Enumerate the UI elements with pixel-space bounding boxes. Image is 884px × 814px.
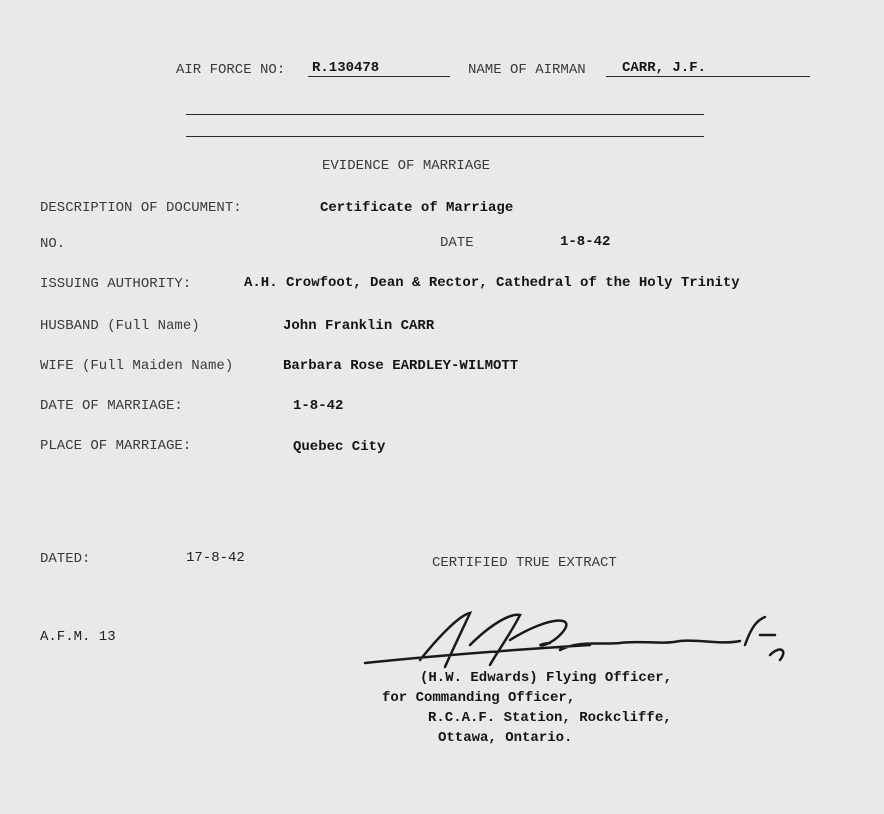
date-label: DATE <box>440 235 474 251</box>
marriage-date-label: DATE OF MARRIAGE: <box>40 398 183 414</box>
description-value: Certificate of Marriage <box>320 200 514 216</box>
issuing-authority-label: ISSUING AUTHORITY: <box>40 276 192 292</box>
description-label: DESCRIPTION OF DOCUMENT: <box>40 200 242 216</box>
city: Ottawa, Ontario. <box>438 730 573 746</box>
air-force-no-label: AIR FORCE NO: <box>176 62 286 78</box>
signer-name: (H.W. Edwards) Flying Officer, <box>420 670 673 686</box>
place-label: PLACE OF MARRIAGE: <box>40 438 192 454</box>
signature <box>360 605 800 675</box>
dated-label: DATED: <box>40 551 91 567</box>
blank-line-1 <box>186 114 704 115</box>
date-value: 1-8-42 <box>560 234 611 250</box>
husband-value: John Franklin CARR <box>283 318 435 334</box>
certified-text: CERTIFIED TRUE EXTRACT <box>432 555 617 571</box>
no-label: NO. <box>40 236 66 252</box>
airman-name-label: NAME OF AIRMAN <box>468 62 586 78</box>
marriage-date-value: 1-8-42 <box>293 398 344 414</box>
document-title: EVIDENCE OF MARRIAGE <box>322 158 491 174</box>
station: R.C.A.F. Station, Rockcliffe, <box>428 710 672 726</box>
airman-name: CARR, J.F. <box>622 60 707 76</box>
air-force-no-underline <box>308 76 450 77</box>
husband-label: HUSBAND (Full Name) <box>40 318 200 334</box>
wife-label: WIFE (Full Maiden Name) <box>40 358 234 374</box>
place-value: Quebec City <box>293 439 386 455</box>
blank-line-2 <box>186 136 704 137</box>
wife-value: Barbara Rose EARDLEY-WILMOTT <box>283 358 519 374</box>
for-commanding-officer: for Commanding Officer, <box>382 690 576 706</box>
issuing-authority-value: A.H. Crowfoot, Dean & Rector, Cathedral of the Holy Trinity <box>244 275 740 291</box>
dated-value: 17-8-42 <box>186 550 245 566</box>
air-force-no: R.130478 <box>312 60 380 76</box>
form-number: A.F.M. 13 <box>40 629 116 645</box>
airman-name-underline <box>606 76 810 77</box>
